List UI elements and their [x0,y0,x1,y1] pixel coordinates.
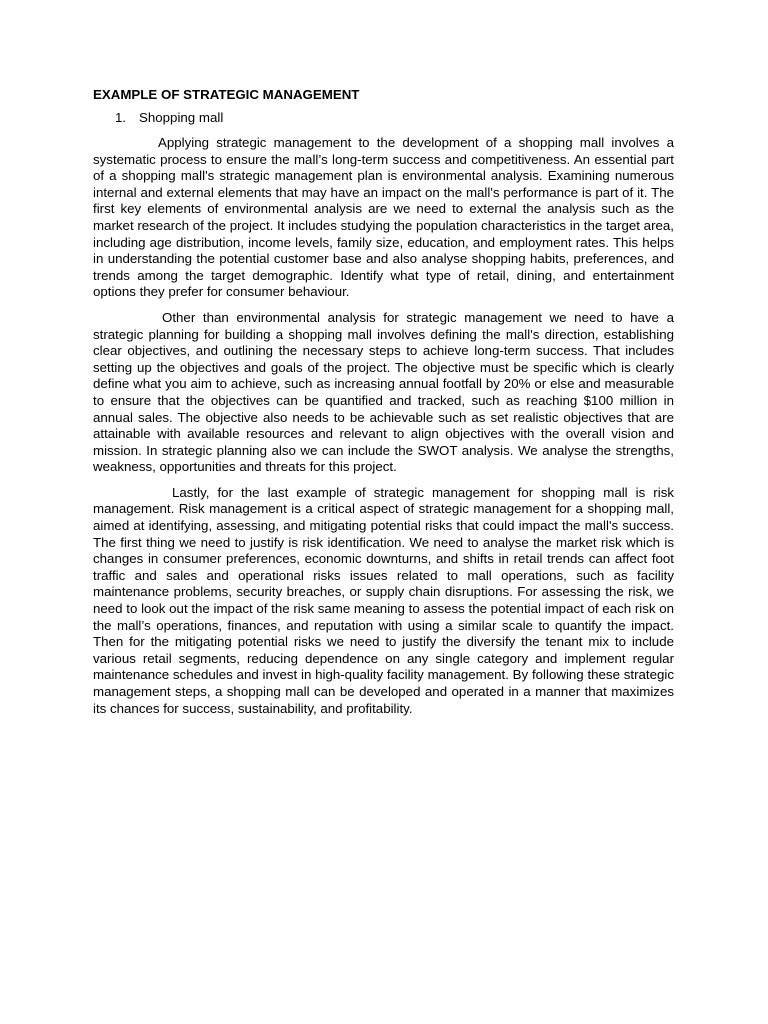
list-item-number: 1. [115,110,127,125]
paragraph-strategic-planning: Other than environmental analysis for strategic management we need to have a strategic planning for building a shopping mall involves defining the mall's direction, establishing clear objectives, and outlining the necessary steps to achieve long-term success. That includes setting up the objectives and goals of the project. The objective must be specific which is clearly define what you aim to achieve, such as increasing annual footfall by 20% or else and measurable to ensure that the objectives can be quantified and tracked, such as reaching $100 million in annual sales. The objective also needs to be achievable such as set realistic objectives that are attainable with available resources and relevant to align objectives with the overall vision and mission. In strategic planning also we can include the SWOT analysis. We analyse the strengths, weakness, opportunities and threats for this project. [93,309,674,475]
list-item-label: Shopping mall [139,110,224,125]
document-title: EXAMPLE OF STRATEGIC MANAGEMENT [93,87,360,102]
paragraph-environmental-analysis: Applying strategic management to the development of a shopping mall involves a systematic process to ensure the mall’s long-term success and competitiveness. An essential part of a shopping mall's strategic management plan is environmental analysis. Examining numerous internal and external elements that may have an impact on the mall's performance is part of it. The first key elements of environmental analysis are we need to external the analysis such as the market research of the project. It includes studying the population characteristics in the target area, including age distribution, income levels, family size, education, and employment rates. This helps in understanding the potential customer base and also analyse shopping habits, preferences, and trends among the target demographic. Identify what type of retail, dining, and entertainment options they prefer for consumer behaviour. [93,135,674,300]
list-item [115,109,674,127]
paragraph-risk-management: Lastly, for the last example of strategic management for shopping mall is risk management. Risk management is a critical aspect of strategic management for a shopping mall, aimed at identifying, assessing, and mitigating potential risks that could impact the mall's success. The first thing we need to justify is risk identification. We need to analyse the market risk which is changes in consumer preferences, economic downturns, and shifts in retail trends can affect foot traffic and sales and operational risks issues related to mall operations, such as facility maintenance problems, security breaches, or supply chain disruptions. For assessing the risk, we need to look out the impact of the risk same meaning to assess the potential impact of each risk on the mall’s operations, finances, and reputation with using a similar scale to quantify the impact. Then for the mitigating potential risks we need to justify the diversify the tenant mix to include various retail segments, reducing dependence on any single category and implement regular maintenance schedules and invest in high-quality facility management. By following these strategic management steps, a shopping mall can be developed and operated in a manner that maximizes its chances for success, sustainability, and profitability. [93,484,674,716]
document-body [93,86,674,726]
